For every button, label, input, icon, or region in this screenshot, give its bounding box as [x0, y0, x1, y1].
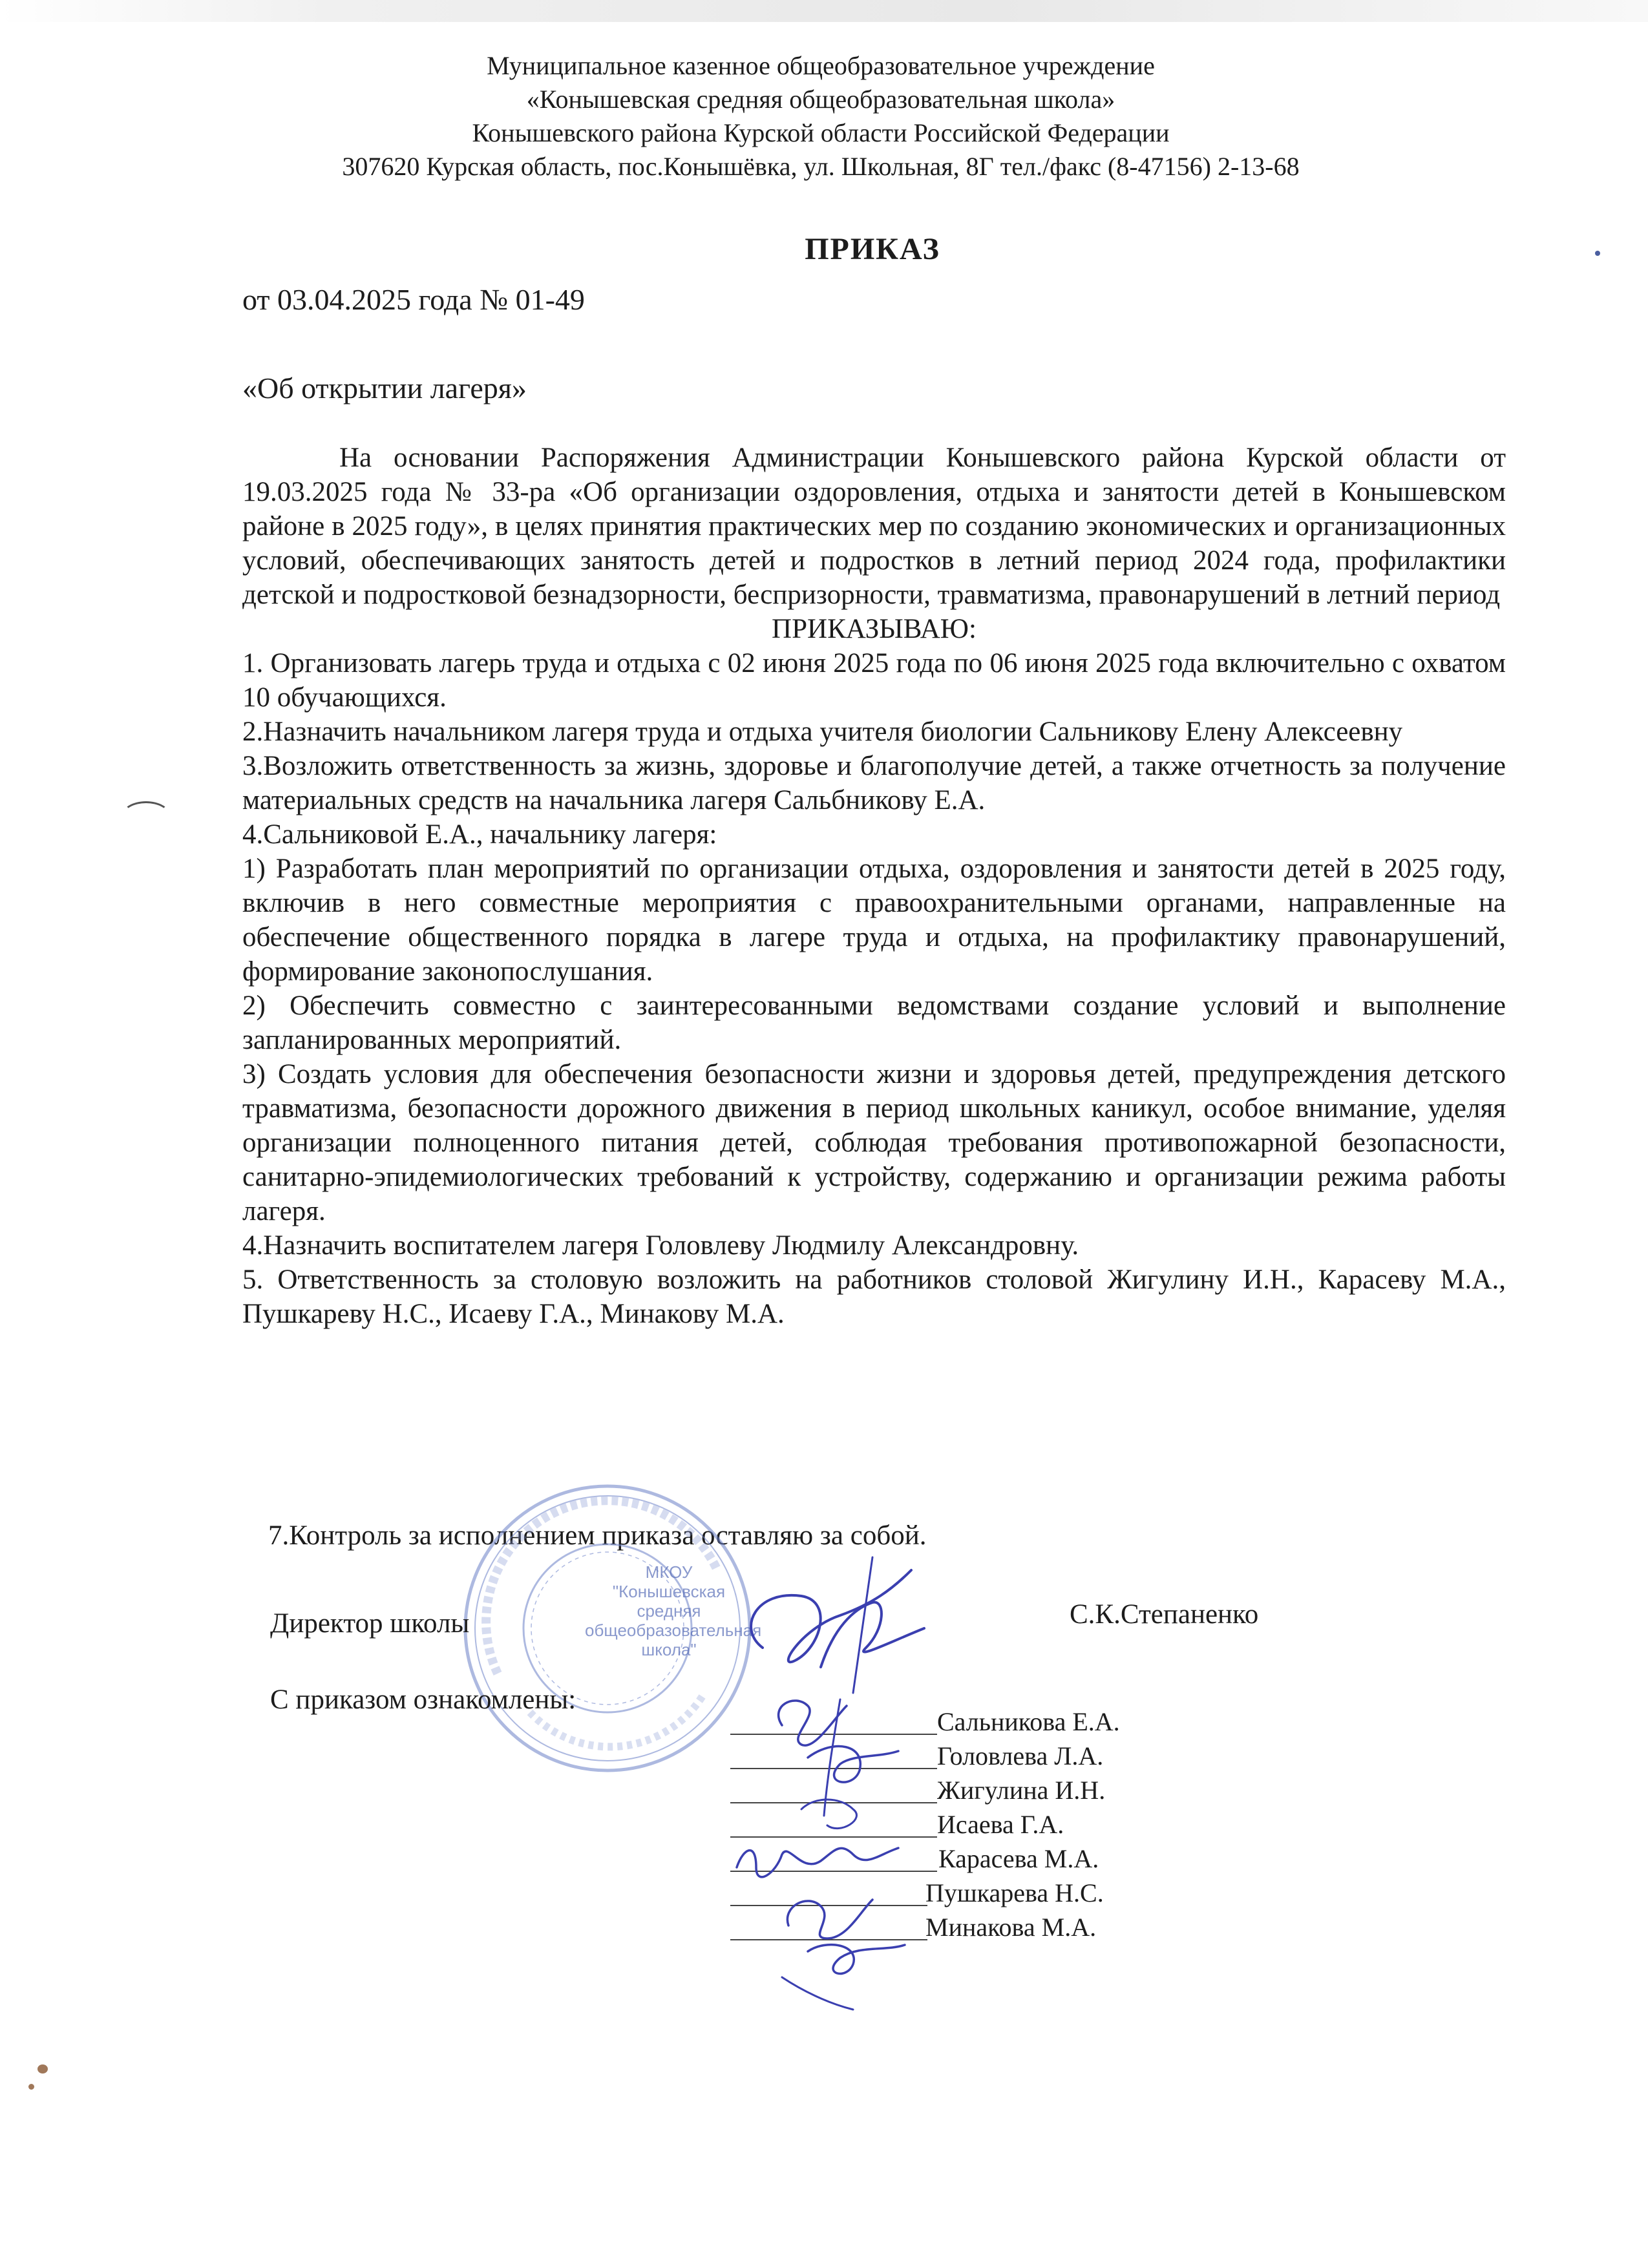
acknowledged-person: Жигулина И.Н. — [937, 1776, 1106, 1805]
header-line-1: Муниципальное казенное общеобразовательное учреждение — [487, 51, 1155, 80]
institution-header — [213, 49, 1428, 184]
director-role: Директор школы — [270, 1608, 470, 1639]
acknowledgement-signatures — [711, 1680, 969, 2016]
preamble-paragraph: На основании Распоряжения Администрации Конышевского района Курской области от 19.03.2025 года № 33-ра «Об организации оздоровления, отдыха и занятости детей в Конышевском районе в 2025 году», в целях принятия практических мер по созданию экономических и организационных условий, обеспечивающих занятость детей и подростков в летний период 2024 года, профилактики детской и подростковой безнадзорности, беспризорности, травматизма, правонарушений в летний период — [242, 443, 1506, 610]
stamp-line: школа" — [641, 1640, 697, 1659]
acknowledged-person: Карасева М.А. — [938, 1844, 1099, 1873]
order-item: 2.Назначить начальником лагеря труда и отдыха учителя биологии Сальникову Елену Алексеевну — [242, 717, 1403, 747]
stamp-line: средняя — [637, 1601, 701, 1621]
order-item: 1) Разработать план мероприятий по организации отдыха, оздоровления и занятости детей в 2025 году, включив в него совместные мероприятия с правоохранительными органами, направленные на обеспечение общественного порядка в лагере труда и отдыха, на профилактику правонарушений, формирование законопослушания. — [242, 854, 1506, 987]
stamp-line: "Конышевская — [612, 1582, 726, 1601]
order-item: 5. Ответственность за столовую возложить на работников столовой Жигулину И.Н., Карасеву М.А., Пушкареву Н.С., Исаеву Г.А., Минакову М.А. — [242, 1265, 1506, 1329]
order-item: 3.Возложить ответственность за жизнь, здоровье и благополучие детей, а также отчетность за получение материальных средств на начальника лагеря Сальбникову Е.А. — [242, 751, 1506, 815]
scan-speck — [37, 2064, 48, 2074]
document-title: ПРИКАЗ — [805, 232, 940, 266]
header-line-2: «Конышевская средняя общеобразовательная школа» — [526, 85, 1115, 114]
scan-mark — [121, 801, 171, 831]
order-item: 4.Назначить воспитателем лагеря Головлеву Людмилу Александровну. — [242, 1230, 1079, 1261]
decree-heading: ПРИКАЗЫВАЮ: — [772, 614, 977, 644]
order-item: 4.Сальниковой Е.А., начальнику лагеря: — [242, 819, 717, 850]
header-line-3: Конышевского района Курской области Российской Федерации — [472, 118, 1170, 147]
director-name: С.К.Степаненко — [1070, 1599, 1259, 1630]
acknowledged-person: Пушкарева Н.С. — [925, 1878, 1104, 1907]
header-line-4: 307620 Курская область, пос.Конышёвка, ул. Школьная, 8Г тел./факс (8-47156) 2-13-68 — [342, 152, 1300, 181]
scan-shadow — [0, 0, 1648, 22]
order-date-number: от 03.04.2025 года № 01-49 — [242, 283, 585, 316]
acknowledged-person: Головлева Л.А. — [937, 1741, 1104, 1770]
acknowledged-label: С приказом ознакомлены: — [270, 1685, 576, 1715]
acknowledged-person: Минакова М.А. — [925, 1913, 1097, 1942]
order-item: 3) Создать условия для обеспечения безопасности жизни и здоровья детей, предупреждения детского травматизма, безопасности дорожного движения в период школьных каникул, особое внимание, уделяя организации полноценного питания детей, соблюдая требования противопожарной безопасности, санитарно-эпидемиологических требований к устройству, содержанию и организации режима работы лагеря. — [242, 1059, 1506, 1226]
order-subject: «Об открытии лагеря» — [242, 372, 527, 404]
stamp-line: МКОУ — [645, 1562, 693, 1582]
control-clause: 7.Контроль за исполнением приказа оставляю за собой. — [268, 1520, 927, 1551]
scan-speck — [1595, 251, 1600, 256]
stamp-line: общеобразовательная — [585, 1621, 762, 1640]
director-signature — [724, 1551, 937, 1699]
order-item: 2) Обеспечить совместно с заинтересованными ведомствами создание условий и выполнение запланированных мероприятий. — [242, 991, 1506, 1055]
order-item: 1. Организовать лагерь труда и отдыха с 02 июня 2025 года по 06 июня 2025 года включительно с охватом 10 обучающихся. — [242, 648, 1506, 713]
acknowledged-person: Исаева Г.А. — [937, 1810, 1064, 1839]
order-body — [242, 441, 1506, 1331]
acknowledged-person: Сальникова Е.А. — [937, 1707, 1120, 1736]
scan-speck — [28, 2084, 34, 2090]
